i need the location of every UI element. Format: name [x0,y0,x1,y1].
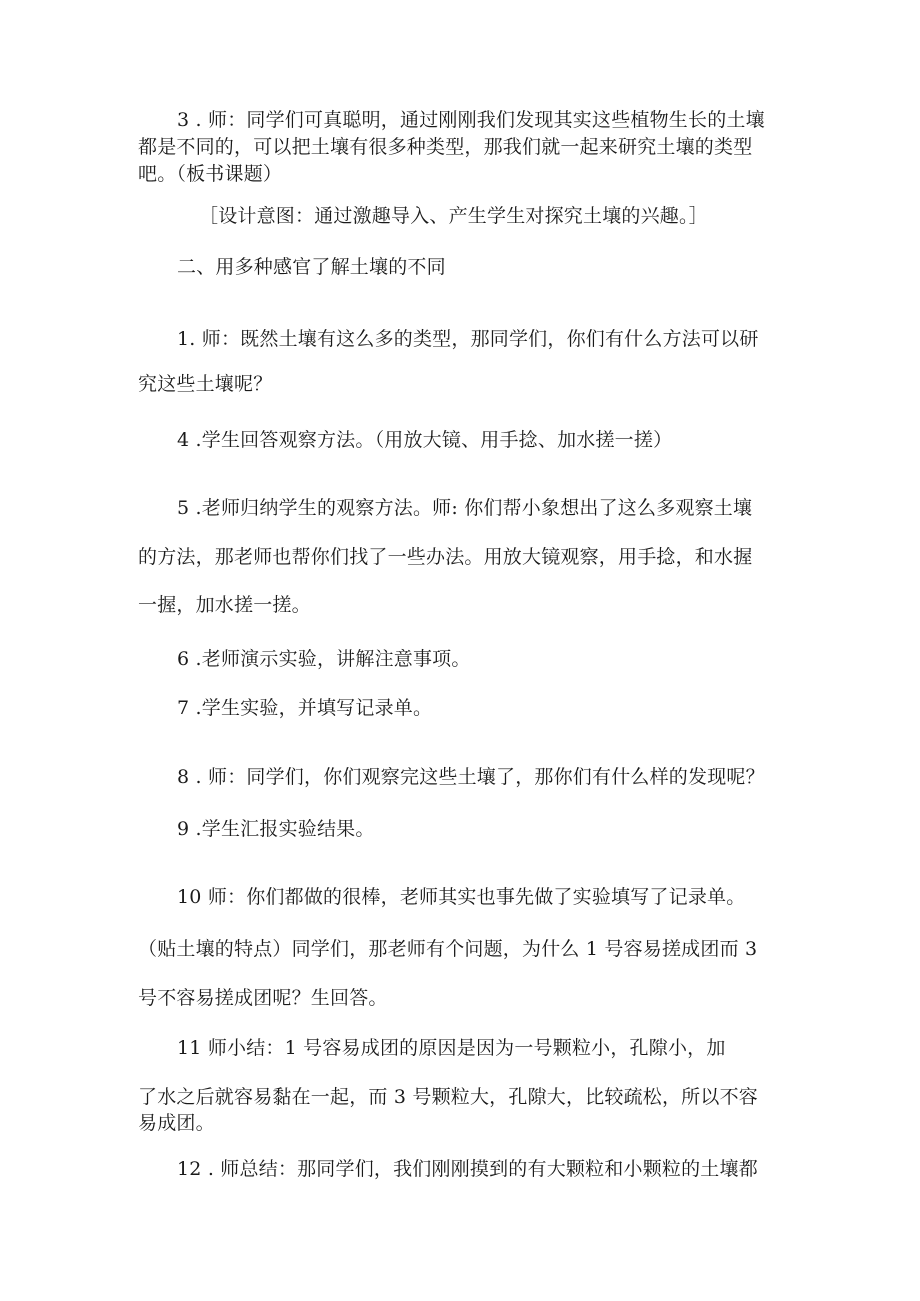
paragraph-10-line-1: 10 师：你们都做的很棒，老师其实也事先做了实验填写了记录单。 [177,886,746,908]
paragraph-5-line-2: 的方法，那老师也帮你们找了一些办法。用放大镜观察，用手捻，和水握 [138,546,753,568]
section-heading: 二、用多种感官了解土壤的不同 [177,256,446,278]
paragraph-12: 12 . 师总结：那同学们，我们刚刚摸到的有大颗粒和小颗粒的土壤都 [177,1158,758,1180]
paragraph-9: 9 .学生汇报实验结果。 [177,818,375,840]
paragraph-8: 8 . 师：同学们，你们观察完这些土壤了，那你们有什么样的发现呢？ [177,766,765,788]
design-intent-note: ［设计意图：通过激趣导入、产生学生对探究土壤的兴趣。］ [199,205,708,227]
paragraph-1-line-2: 究这些土壤呢？ [138,373,273,395]
paragraph-11-line-3: 易成团。 [138,1112,215,1134]
paragraph-3-line-2: 都是不同的，可以把土壤有很多种类型，那我们就一起来研究土壤的类型 [138,136,753,158]
paragraph-7: 7 .学生实验，并填写记录单。 [177,697,433,719]
paragraph-4: 4 .学生回答观察方法。（用放大镜、用手捻、加水搓一搓） [177,429,673,451]
paragraph-1-line-1: 1. 师：既然土壤有这么多的类型，那同学们，你们有什么方法可以研 [177,328,759,350]
paragraph-5-line-3: 一握，加水搓一搓。 [138,594,311,616]
paragraph-11-line-1: 11 师小结：1 号容易成团的原因是因为一号颗粒小，孔隙小，加 [177,1037,726,1059]
paragraph-10-line-2: （贴土壤的特点）同学们，那老师有个问题，为什么 1 号容易搓成团而 3 [138,938,758,960]
paragraph-11-line-2: 了水之后就容易黏在一起，而 3 号颗粒大，孔隙大，比较疏松，所以不容 [138,1086,758,1108]
paragraph-6: 6 .老师演示实验，讲解注意事项。 [177,648,471,670]
paragraph-5-line-1: 5 .老师归纳学生的观察方法。师: 你们帮小象想出了这么多观察土壤 [177,497,753,519]
paragraph-3-line-3: 吧。（板书课题） [138,163,283,185]
paragraph-10-line-3: 号不容易搓成团呢？生回答。 [138,987,388,1009]
paragraph-3-line-1: 3 . 师：同学们可真聪明，通过刚刚我们发现其实这些植物生长的土壤 [177,109,765,131]
